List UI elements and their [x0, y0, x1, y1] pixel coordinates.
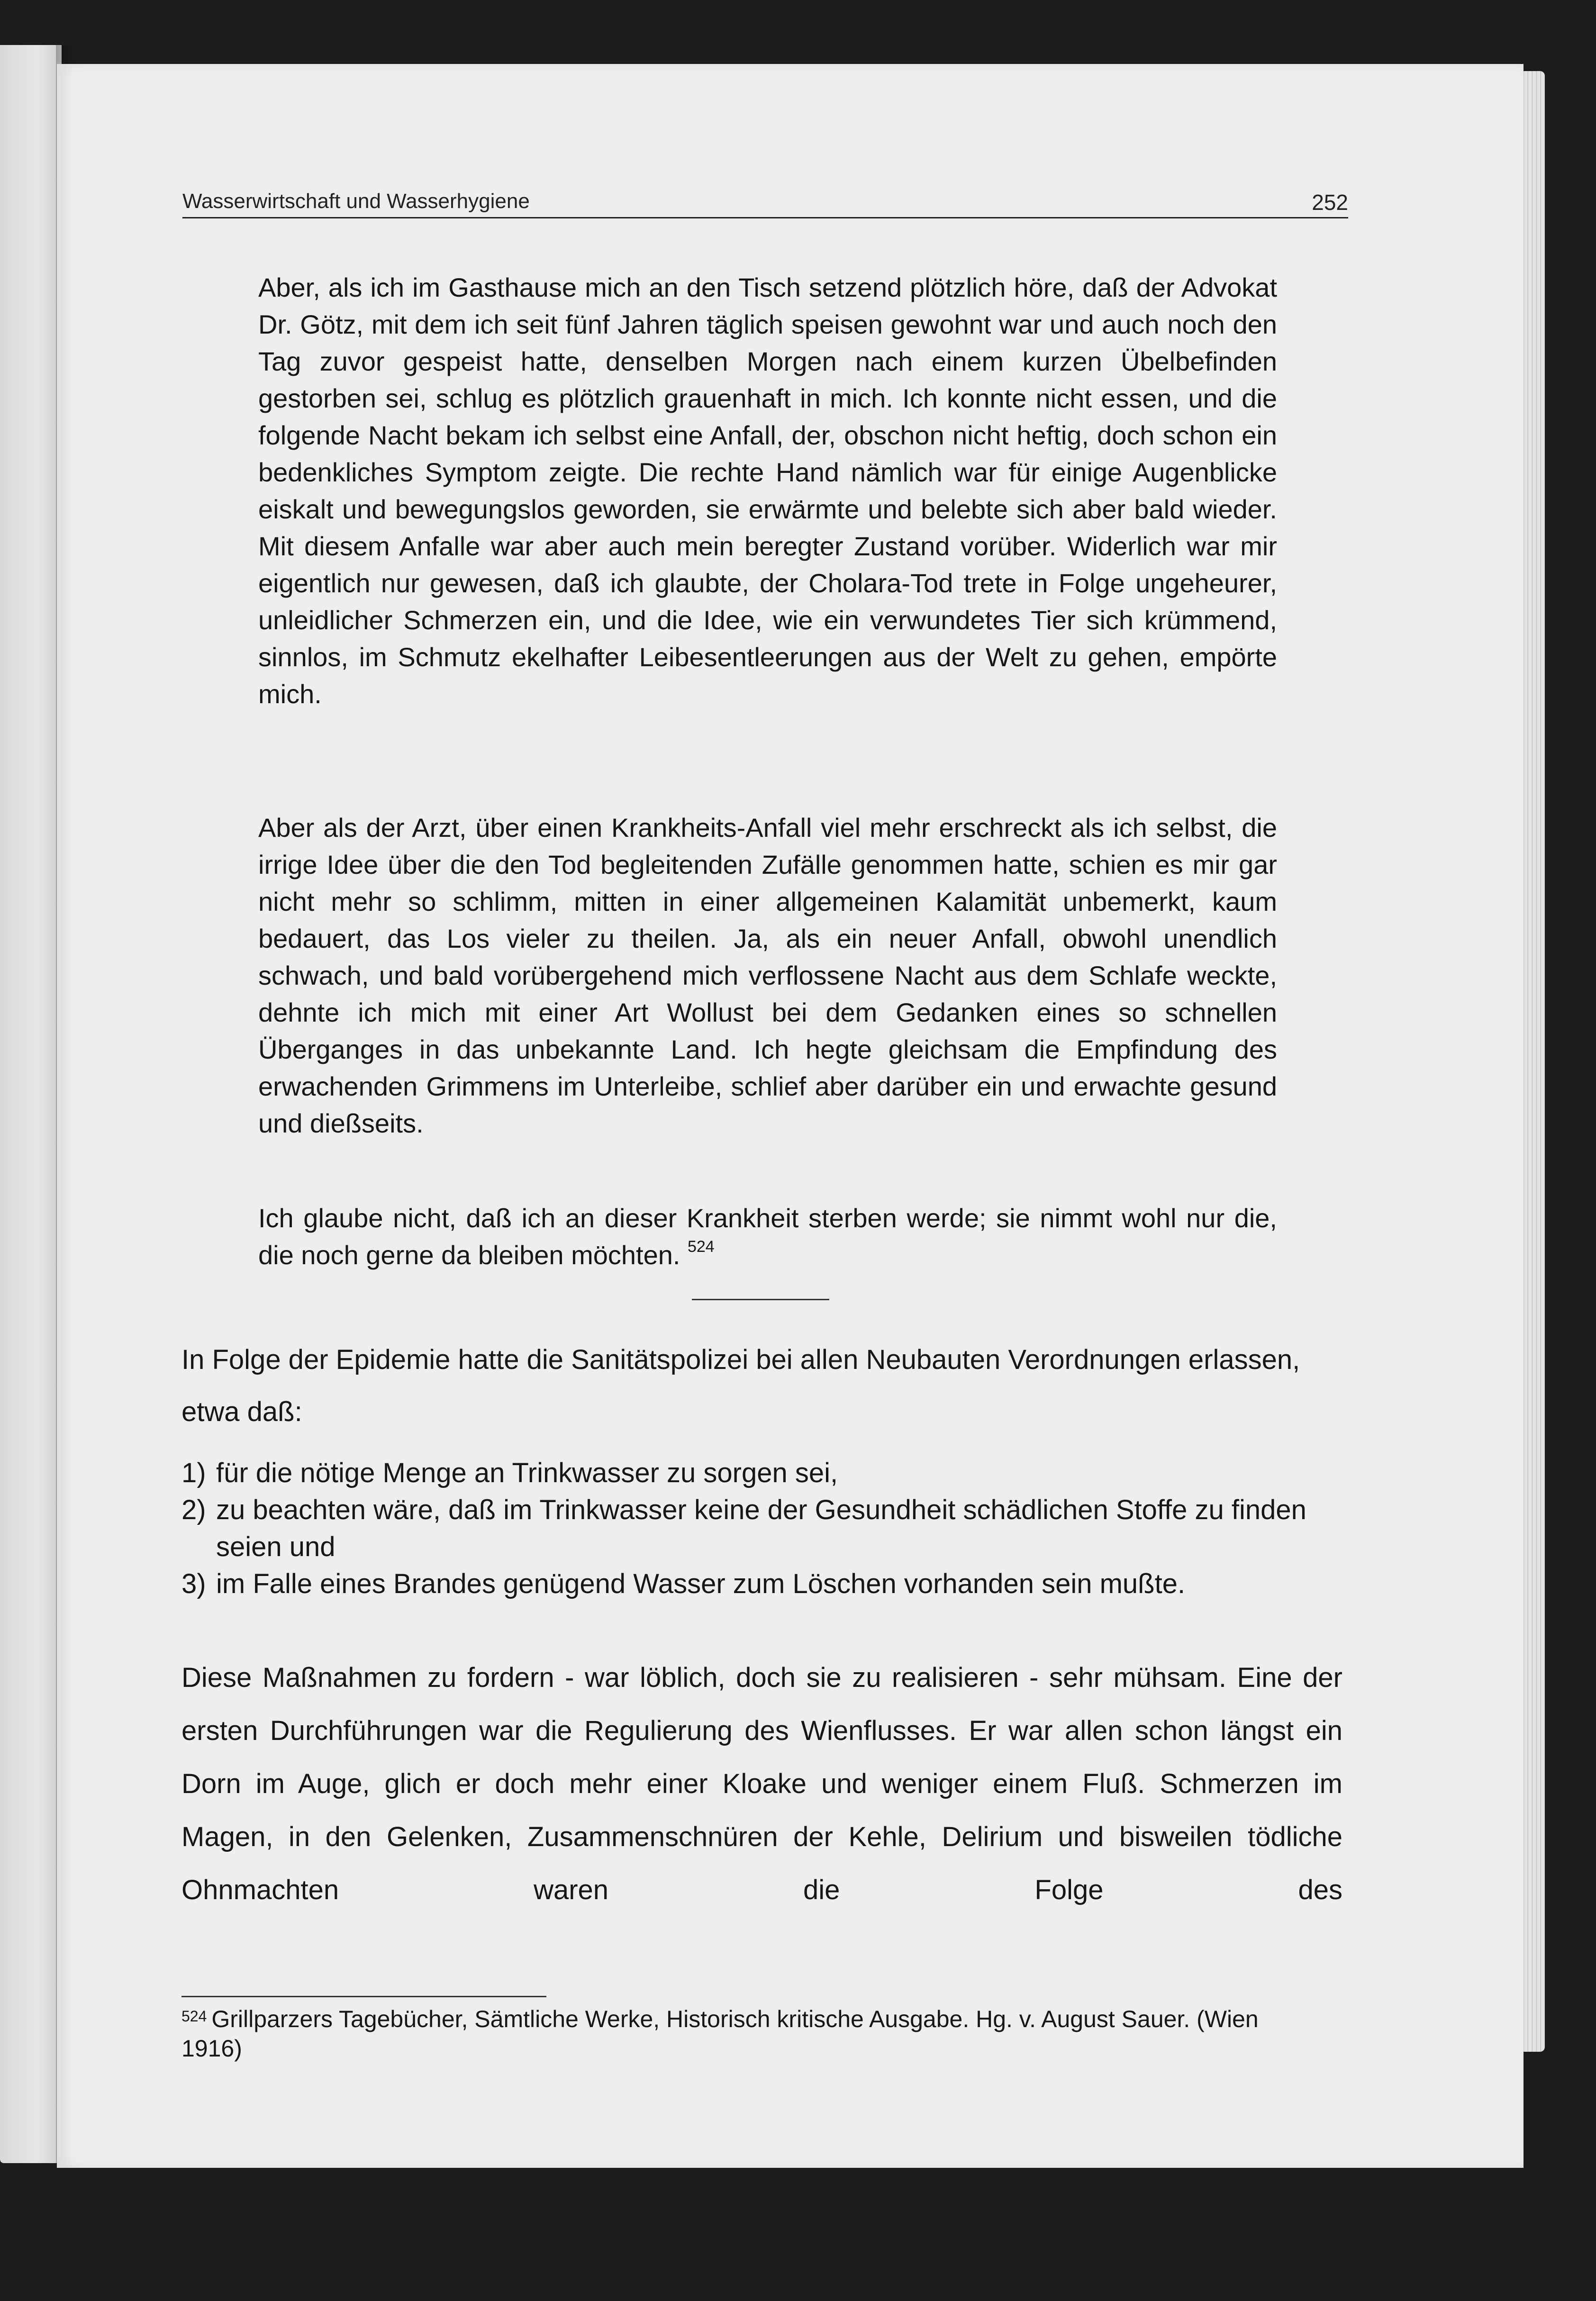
- quote-paragraph-1: Aber, als ich im Gasthause mich an den Tisch setzend plötzlich höre, daß der Advokat Dr. Götz, mit dem ich seit fünf Jahren täglich speisen gewohnt war und auch noch den Tag zuvor gespeist hatte, denselben Morgen nach einem kurzen Übelbefinden gestorben sei, schlug es plötzlich grauenhaft in mich. Ich konnte nicht essen, und die folgende Nacht bekam ich selbst eine Anfall, der, obschon nicht heftig, doch schon ein bedenkliches Symptom zeigte. Die rechte Hand nämlich war für einige Augenblicke eiskalt und bewegungslos geworden, sie erwärmte und belebte sich aber bald wieder. Mit diesem Anfalle war aber auch mein beregter Zustand vorüber. Widerlich war mir eigentlich nur gewesen, daß ich glaubte, der Cholara-Tod trete in Folge ungeheurer, unleidlicher Schmerzen ein, und die Idee, wie ein verwundetes Tier sich krümmend, sinnlos, im Schmutz ekelhafter Leibesentleerungen aus der Welt zu gehen, empörte mich.: [258, 272, 1277, 709]
- page-number: 252: [1312, 190, 1348, 215]
- list-item: [181, 1566, 1342, 1603]
- list-item-number: 2): [181, 1495, 206, 1525]
- list-item-text: im Falle eines Brandes genügend Wasser zum Löschen vorhanden sein mußte.: [216, 1568, 1186, 1599]
- measures-paragraph: Diese Maßnahmen zu fordern - war löblich, doch sie zu realisieren - sehr mühsam. Eine der ersten Durchführungen war die Regulierung des Wienflusses. Er war allen schon längst ein Dorn im Auge, glich er doch mehr einer Kloake und weniger einem Fluß. Schmerzen im Magen, in den Gelenken, Zusammenschnüren der Kehle, Delirium und bisweilen tödliche Ohnmachten waren die Folge des: [181, 1662, 1342, 1905]
- list-item: [181, 1455, 1342, 1492]
- footnote-rule: [181, 1996, 546, 1997]
- quote-paragraph-2: Aber als der Arzt, über einen Krankheits-Anfall viel mehr erschreckt als ich selbst, die irrige Idee über die den Tod begleitenden Zufälle genommen hatte, schien es mir gar nicht mehr so schlimm, mitten in einer allgemeinen Kalamität unbemerkt, kaum bedauert, das Los vieler zu theilen. Ja, als ein neuer Anfall, obwohl unendlich schwach, und bald vorübergehend mich verflossene Nacht aus dem Schlafe weckte, dehnte ich mich mit einer Art Wollust bei dem Gedanken eines so schnellen Überganges in das unbekannte Land. Ich hegte gleichsam die Empfindung des erwachenden Grimmens im Unterleibe, schlief aber darüber ein und erwachte gesund und dießseits.: [258, 813, 1277, 1138]
- footnote-text: Grillparzers Tagebücher, Sämtliche Werke, Historisch kritische Ausgabe. Hg. v. August Sauer. (Wien 1916): [181, 2006, 1259, 2062]
- list-item-number: 1): [181, 1458, 206, 1488]
- section-divider: [692, 1299, 829, 1300]
- list-item: [181, 1492, 1342, 1566]
- facing-page-edge: [0, 45, 62, 2163]
- footnote-number: 524: [181, 2008, 207, 2025]
- quote-paragraph-3: [258, 1200, 1277, 1274]
- quote-paragraph-3-text: Ich glaube nicht, daß ich an dieser Krankheit sterben werde; sie nimmt wohl nur die, die noch gerne da bleiben möchten.: [258, 1203, 1277, 1270]
- list-item-text: zu beachten wäre, daß im Trinkwasser keine der Gesundheit schädlichen Stoffe zu finden seien und: [216, 1495, 1306, 1562]
- footnote: [181, 2004, 1319, 2063]
- running-title: Wasserwirtschaft und Wasserhygiene: [182, 190, 530, 213]
- list-item-number: 3): [181, 1568, 206, 1599]
- list-item-text: für die nötige Menge an Trinkwasser zu sorgen sei,: [216, 1458, 838, 1488]
- running-header: [182, 189, 1348, 218]
- regulation-list: [181, 1455, 1342, 1603]
- footnote-reference[interactable]: 524: [687, 1238, 715, 1256]
- epidemic-paragraph: In Folge der Epidemie hatte die Sanitätspolizei bei allen Neubauten Verordnungen erlassen, etwa daß:: [181, 1344, 1300, 1427]
